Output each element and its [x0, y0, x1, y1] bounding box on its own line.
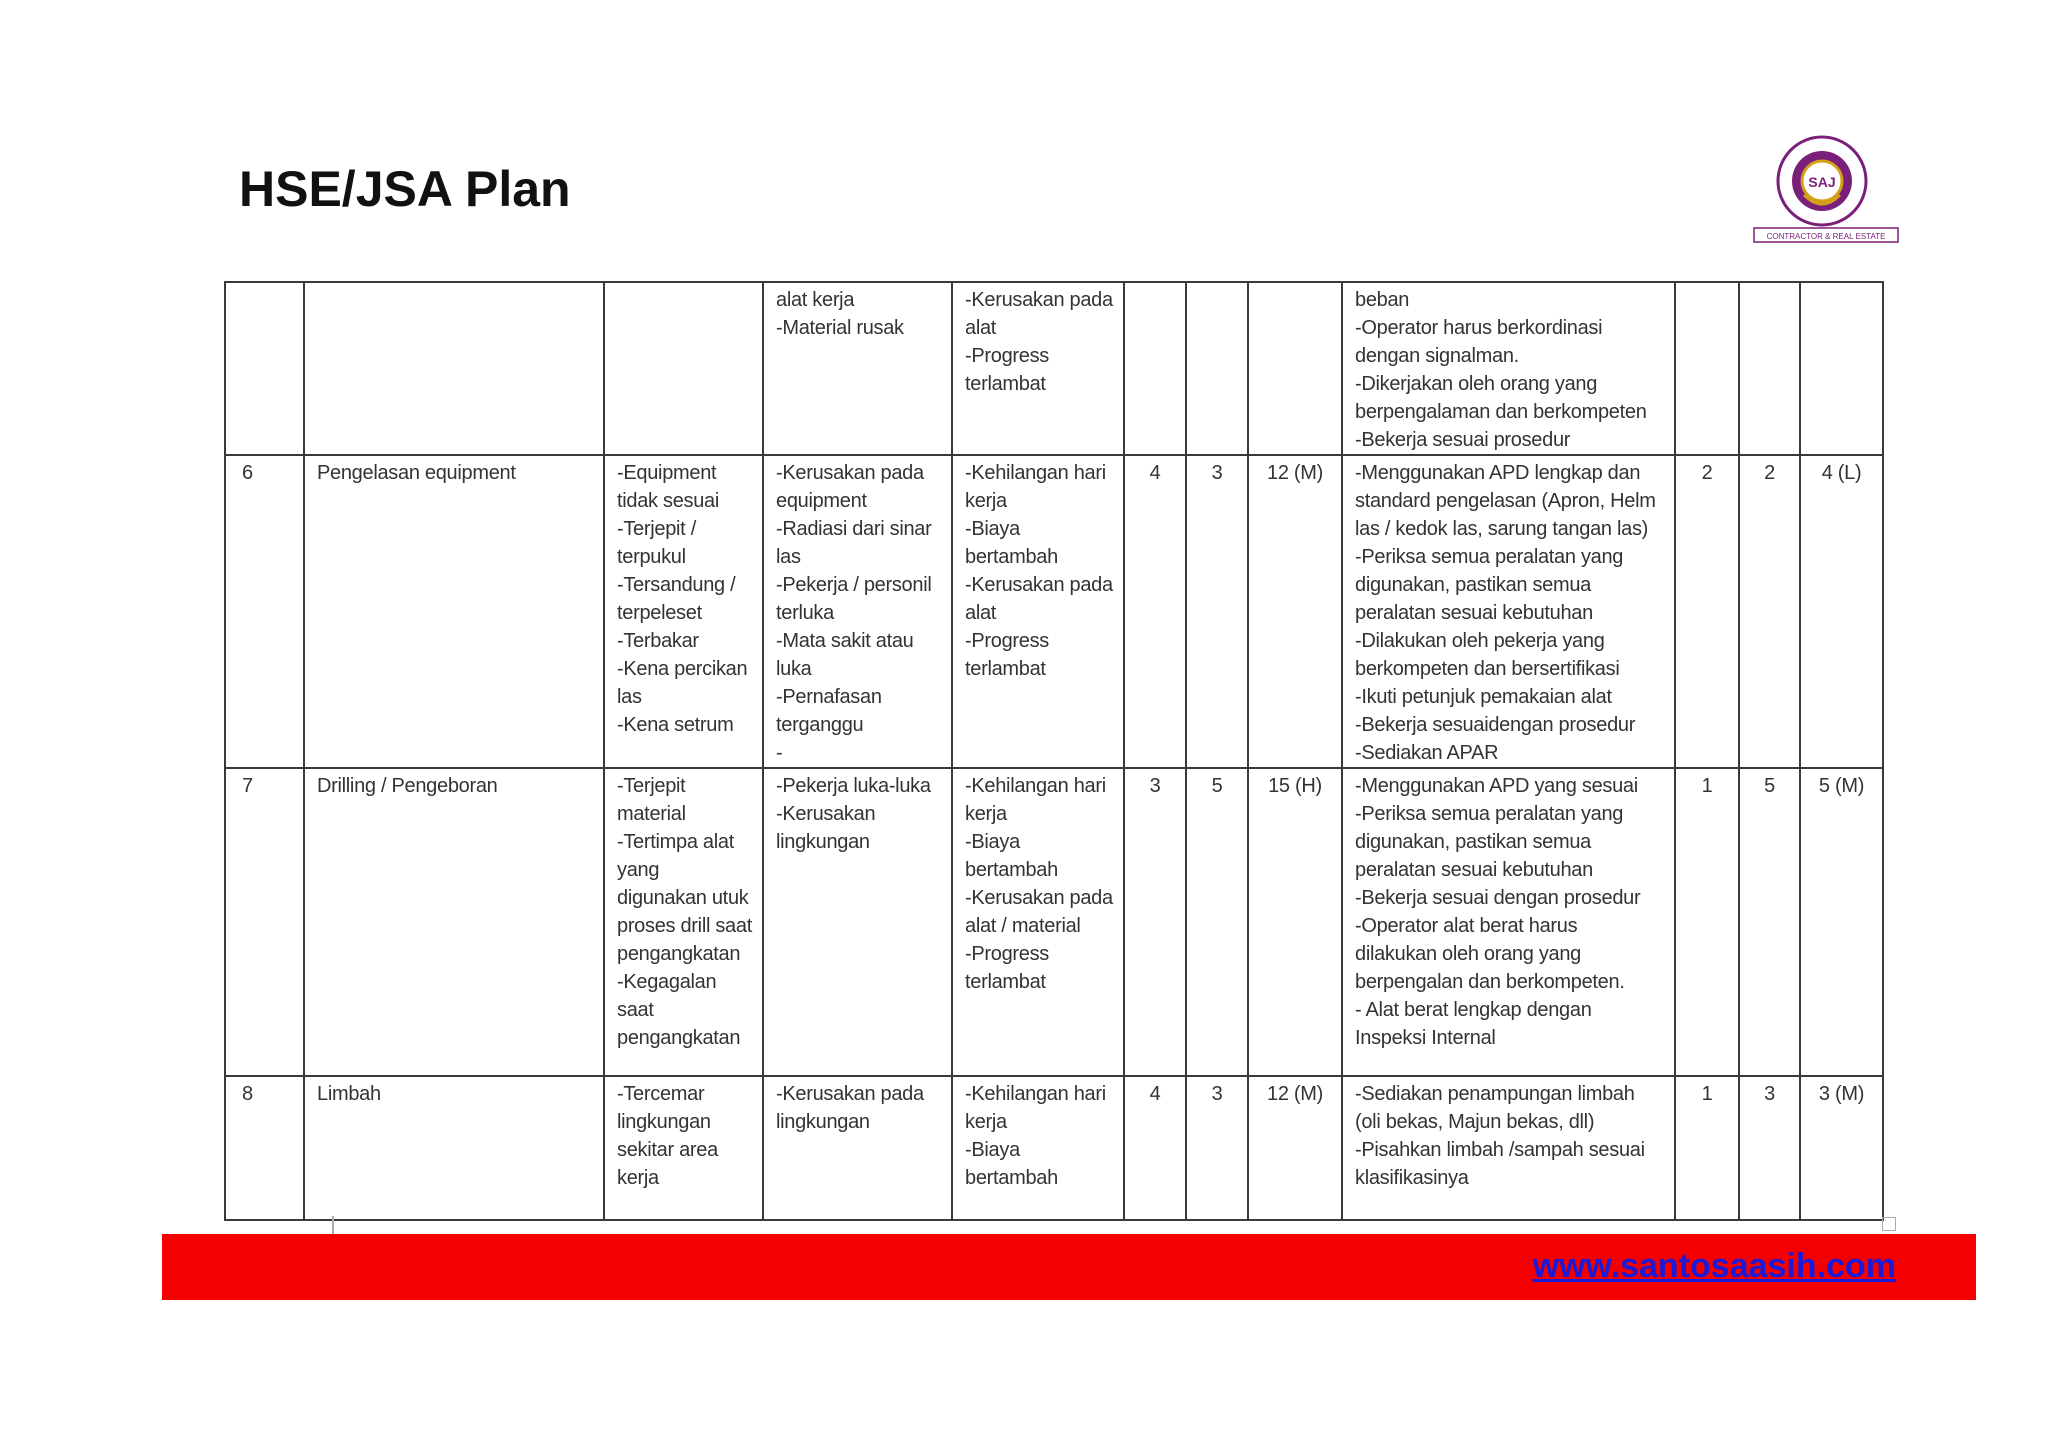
cell-risk-rating: 12 (M) [1248, 1076, 1342, 1220]
cell-likelihood: 4 [1124, 1076, 1186, 1220]
cell-activity: Limbah [304, 1076, 604, 1220]
jsa-table [224, 281, 1884, 1221]
cell-risk: -Pekerja luka-luka -Kerusakan lingkungan [763, 768, 952, 1076]
cell-residual-likelihood [1675, 282, 1739, 455]
svg-text:SAJ: SAJ [1808, 174, 1836, 190]
cell-activity: Pengelasan equipment [304, 455, 604, 768]
cell-no: 8 [225, 1076, 304, 1220]
table-row [225, 1076, 1883, 1220]
cell-no [225, 282, 304, 455]
cell-residual-severity [1739, 282, 1800, 455]
cell-residual-likelihood: 2 [1675, 455, 1739, 768]
cell-residual-likelihood: 1 [1675, 1076, 1739, 1220]
cell-residual-severity: 5 [1739, 768, 1800, 1076]
cell-hazard: -Tercemar lingkungan sekitar area kerja [604, 1076, 763, 1220]
cell-control: -Menggunakan APD yang sesuai -Periksa semua peralatan yang digunakan, pastikan semua peralatan sesuai kebutuhan -Bekerja sesuai dengan prosedur -Operator alat berat harus dilakukan oleh orang yang berpengalan dan berkompeten. - Alat berat lengkap dengan Inspeksi Internal [1342, 768, 1675, 1076]
page-title: HSE/JSA Plan [239, 161, 571, 217]
cell-risk: -Kerusakan pada lingkungan [763, 1076, 952, 1220]
cell-likelihood: 4 [1124, 455, 1186, 768]
cell-control: beban -Operator harus berkordinasi dengan signalman. -Dikerjakan oleh orang yang berpengalaman dan berkompeten -Bekerja sesuai prosedur [1342, 282, 1675, 455]
cell-risk: alat kerja -Material rusak [763, 282, 952, 455]
table-resize-handle [332, 1216, 334, 1234]
cell-likelihood [1124, 282, 1186, 455]
cell-control: -Menggunakan APD lengkap dan standard pengelasan (Apron, Helm las / kedok las, sarung tangan las) -Periksa semua peralatan yang digunakan, pastikan semua peralatan sesuai kebutuhan -Dilakukan oleh pekerja yang berkompeten dan bersertifikasi -Ikuti petunjuk pemakaian alat -Bekerja sesuaidengan prosedur -Sediakan APAR [1342, 455, 1675, 768]
table-row [225, 282, 1883, 455]
cell-severity [1186, 282, 1248, 455]
cell-risk-rating: 12 (M) [1248, 455, 1342, 768]
cell-residual-severity: 2 [1739, 455, 1800, 768]
cell-impact: -Kerusakan pada alat -Progress terlambat [952, 282, 1124, 455]
cell-risk-rating: 15 (H) [1248, 768, 1342, 1076]
cell-no: 6 [225, 455, 304, 768]
cell-hazard: -Equipment tidak sesuai -Terjepit / terpukul -Tersandung / terpeleset -Terbakar -Kena percikan las -Kena setrum [604, 455, 763, 768]
cell-hazard [604, 282, 763, 455]
cell-severity: 3 [1186, 1076, 1248, 1220]
cell-residual-rating: 5 (M) [1800, 768, 1883, 1076]
svg-text:CONTRACTOR & REAL ESTATE: CONTRACTOR & REAL ESTATE [1766, 232, 1886, 241]
table-corner-handle [1882, 1217, 1896, 1231]
cell-impact: -Kehilangan hari kerja -Biaya bertambah [952, 1076, 1124, 1220]
cell-residual-rating: 4 (L) [1800, 455, 1883, 768]
cell-no: 7 [225, 768, 304, 1076]
website-link[interactable]: www.santosaasih.com [1532, 1247, 1896, 1285]
cell-hazard: -Terjepit material -Tertimpa alat yang digunakan utuk proses drill saat pengangkatan -Kegagalan saat pengangkatan [604, 768, 763, 1076]
cell-residual-likelihood: 1 [1675, 768, 1739, 1076]
cell-impact: -Kehilangan hari kerja -Biaya bertambah -Kerusakan pada alat -Progress terlambat [952, 455, 1124, 768]
table-row [225, 768, 1883, 1076]
cell-risk: -Kerusakan pada equipment -Radiasi dari sinar las -Pekerja / personil terluka -Mata sakit atau luka -Pernafasan terganggu - [763, 455, 952, 768]
cell-severity: 5 [1186, 768, 1248, 1076]
cell-residual-severity: 3 [1739, 1076, 1800, 1220]
cell-residual-rating: 3 (M) [1800, 1076, 1883, 1220]
cell-control: -Sediakan penampungan limbah (oli bekas, Majun bekas, dll) -Pisahkan limbah /sampah sesuai klasifikasinya [1342, 1076, 1675, 1220]
cell-residual-rating [1800, 282, 1883, 455]
cell-severity: 3 [1186, 455, 1248, 768]
cell-risk-rating [1248, 282, 1342, 455]
cell-impact: -Kehilangan hari kerja -Biaya bertambah -Kerusakan pada alat / material -Progress terlambat [952, 768, 1124, 1076]
cell-likelihood: 3 [1124, 768, 1186, 1076]
company-logo [1752, 135, 1900, 245]
footer-bar [162, 1234, 1976, 1300]
table-row [225, 455, 1883, 768]
logo-emblem-icon [1752, 135, 1900, 245]
cell-activity: Drilling / Pengeboran [304, 768, 604, 1076]
cell-activity [304, 282, 604, 455]
